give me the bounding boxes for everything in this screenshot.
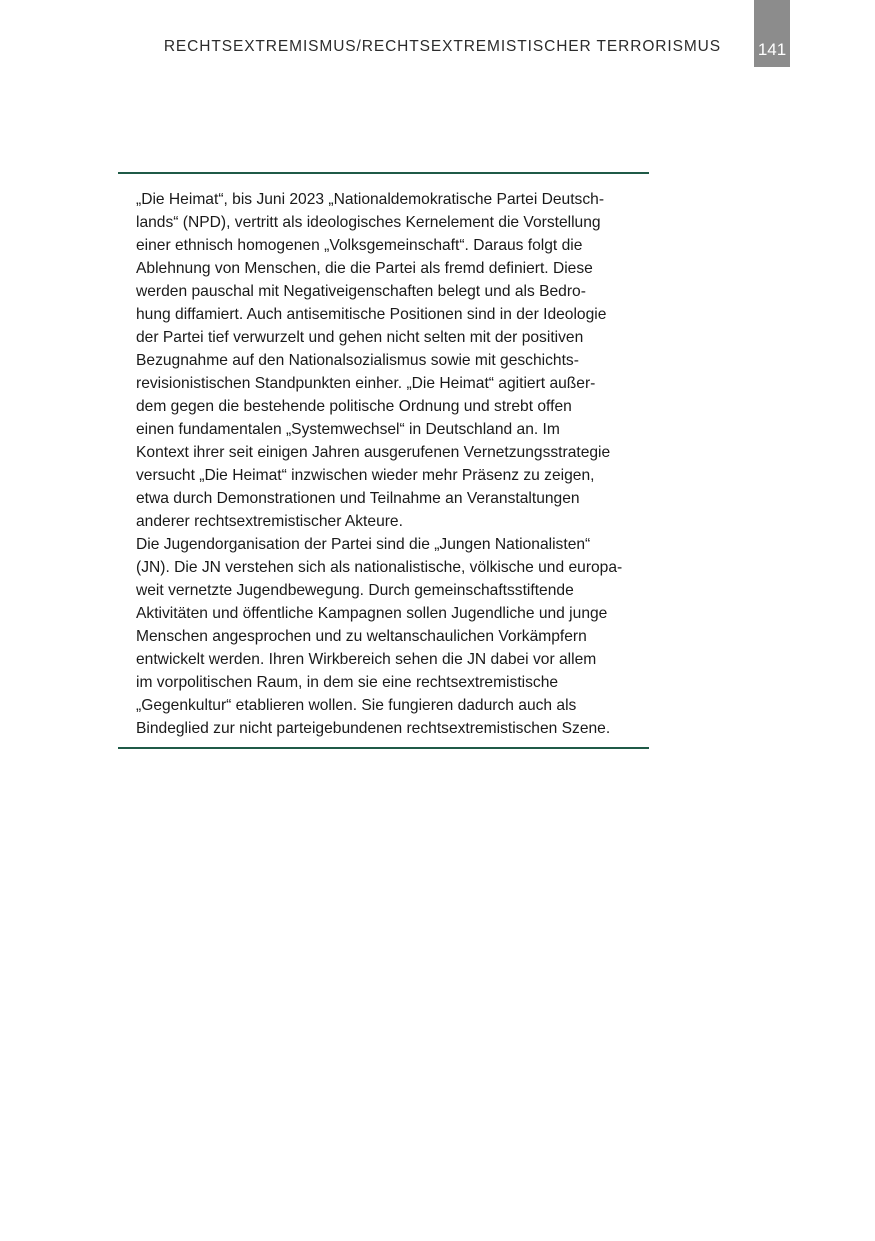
info-box bbox=[118, 172, 649, 749]
text-line: werden pauschal mit Negativeigenschaften belegt und als Bedro- bbox=[136, 283, 586, 300]
text-line: lands“ (NPD), vertritt als ideologisches Kernelement die Vorstellung bbox=[136, 214, 601, 231]
text-line: dem gegen die bestehende politische Ordnung und strebt offen bbox=[136, 398, 572, 415]
text-line: einer ethnisch homogenen „Volksgemeinschaft“. Daraus folgt die bbox=[136, 237, 583, 254]
text-line: Kontext ihrer seit einigen Jahren ausgerufenen Vernetzungsstrategie bbox=[136, 444, 611, 461]
text-line: (JN). Die JN verstehen sich als nationalistische, völkische und europa- bbox=[136, 559, 623, 576]
text-line: etwa durch Demonstrationen und Teilnahme an Veranstaltungen bbox=[136, 490, 580, 507]
text-line: versucht „Die Heimat“ inzwischen wieder mehr Präsenz zu zeigen, bbox=[136, 467, 595, 484]
text-line: „Gegenkultur“ etablieren wollen. Sie fungieren dadurch auch als bbox=[136, 697, 577, 714]
page-number: 141 bbox=[754, 0, 790, 67]
text-line: revisionistischen Standpunkten einher. „Die Heimat“ agitiert außer- bbox=[136, 375, 596, 392]
text-line: Menschen angesprochen und zu weltanschaulichen Vorkämpfern bbox=[136, 628, 587, 645]
text-line: „Die Heimat“, bis Juni 2023 „Nationaldemokratische Partei Deutsch- bbox=[136, 191, 605, 208]
text-line: hung diffamiert. Auch antisemitische Positionen sind in der Ideologie bbox=[136, 306, 607, 323]
running-header-title: RECHTSEXTREMISMUS/RECHTSEXTREMISTISCHER TERRORISMUS bbox=[163, 38, 721, 55]
text-line: Bindeglied zur nicht parteigebundenen rechtsextremistischen Szene. bbox=[136, 720, 611, 737]
text-line: Aktivitäten und öffentliche Kampagnen sollen Jugendliche und junge bbox=[136, 605, 608, 622]
text-line: der Partei tief verwurzelt und gehen nicht selten mit der positiven bbox=[136, 329, 584, 346]
text-line: Die Jugendorganisation der Partei sind die „Jungen Nationalisten“ bbox=[136, 536, 591, 553]
text-line: einen fundamentalen „Systemwechsel“ in Deutschland an. Im bbox=[136, 421, 560, 438]
text-line: weit vernetzte Jugendbewegung. Durch gemeinschaftsstiftende bbox=[136, 582, 574, 599]
text-line: Bezugnahme auf den Nationalsozialismus sowie mit geschichts- bbox=[136, 352, 579, 369]
text-line: anderer rechtsextremistischer Akteure. bbox=[136, 513, 403, 530]
text-line: Ablehnung von Menschen, die die Partei als fremd definiert. Diese bbox=[136, 260, 593, 277]
text-line: im vorpolitischen Raum, in dem sie eine rechtsextremistische bbox=[136, 674, 559, 691]
info-box-text bbox=[136, 188, 636, 740]
text-line: entwickelt werden. Ihren Wirkbereich sehen die JN dabei vor allem bbox=[136, 651, 597, 668]
